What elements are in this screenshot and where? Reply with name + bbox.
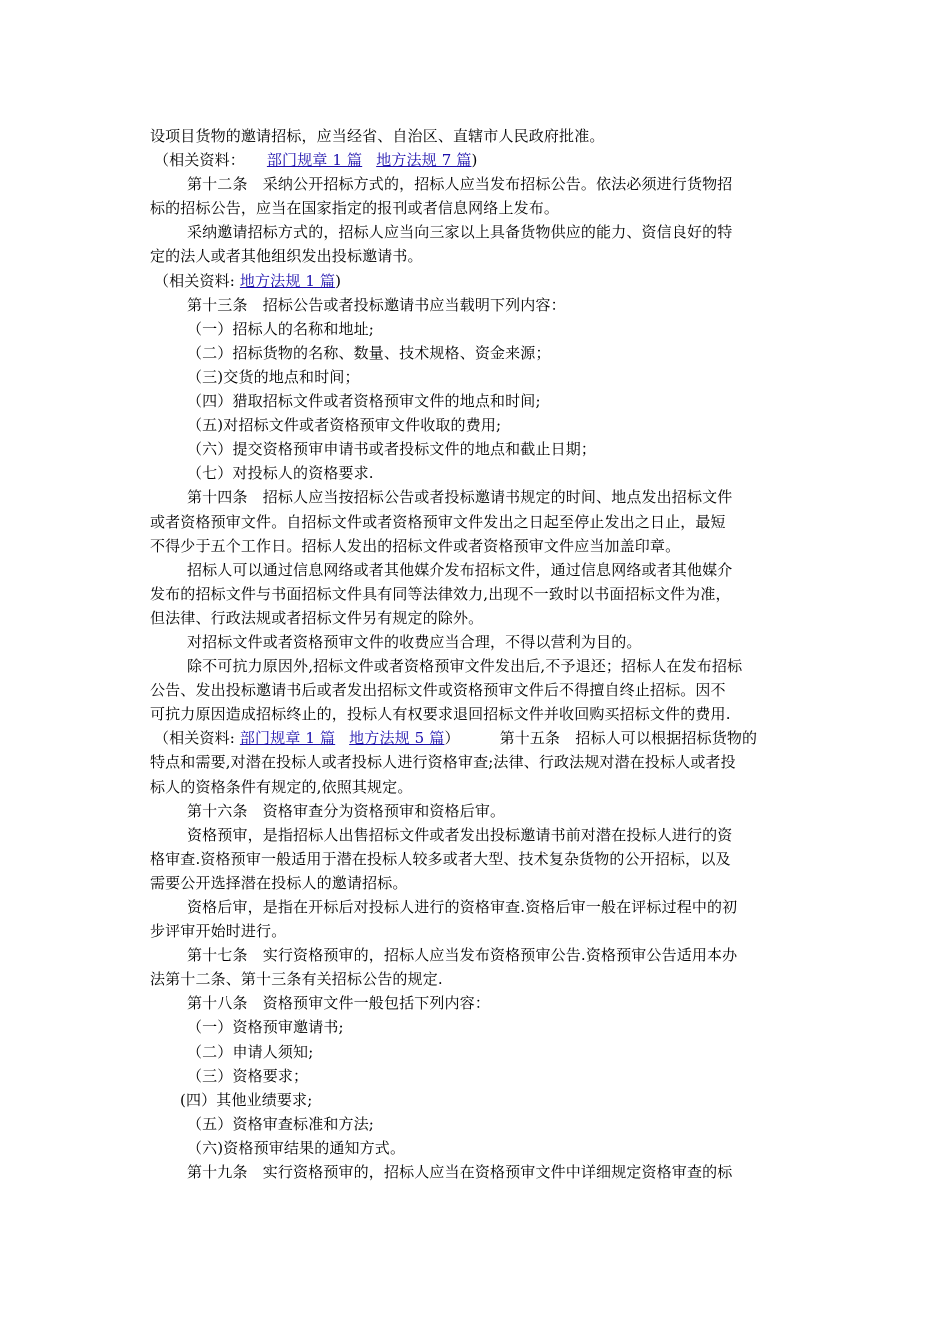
list-item: （三)交货的地点和时间； bbox=[187, 367, 360, 386]
text-line: 可抗力原因造成招标终止的，投标人有权要求退回招标文件并收回购买招标文件的费用. bbox=[150, 705, 731, 724]
list-item: （三）资格要求； bbox=[187, 1066, 309, 1085]
text-line: 格审查.资格预审一般适用于潜在投标人较多或者大型、技术复杂货物的公开招标，以及 bbox=[150, 849, 731, 868]
list-item: （六)资格预审结果的通知方式。 bbox=[187, 1138, 406, 1157]
article-14-heading: 第十四条 招标人应当按招标公告或者投标邀请书规定的时间、地点发出招标文件 bbox=[187, 488, 733, 507]
text-line: 资格后审，是指在开标后对投标人进行的资格审查.资格后审一般在评标过程中的初 bbox=[187, 898, 738, 916]
text-line: 标的招标公告，应当在国家指定的报刊或者信息网络上发布。 bbox=[150, 199, 560, 218]
related-label: （相关资料: bbox=[154, 729, 240, 748]
text-line: 公告、发出投标邀请书后或者发出招标文件或资格预审文件后不得擅自终止招标。因不 bbox=[150, 681, 726, 700]
article-19-heading: 第十九条 实行资格预审的，招标人应当在资格预审文件中详细规定资格审查的标 bbox=[187, 1163, 733, 1182]
list-item: （四）猎取招标文件或者资格预审文件的地点和时间; bbox=[187, 392, 541, 411]
text-line: 发布的招标文件与书面招标文件具有同等法律效力,出现不一致时以书面招标文件为准， bbox=[150, 584, 731, 603]
article-17-heading: 第十七条 实行资格预审的，招标人应当发布资格预审公告.资格预审公告适用本办 bbox=[187, 946, 738, 965]
list-item: （二）申请人须知; bbox=[187, 1042, 314, 1061]
list-item: （七）对投标人的资格要求. bbox=[187, 464, 374, 483]
list-item: （一）招标人的名称和地址; bbox=[187, 319, 375, 338]
related-label: （相关资料: bbox=[154, 271, 240, 290]
document-page bbox=[150, 124, 800, 1184]
text-line: 步评审开始时进行。 bbox=[150, 922, 287, 941]
related-materials-line: （相关资料: 部门规章 1 篇 地方法规 5 篇） 第十五条 招标人可以根据招标货物的 bbox=[154, 729, 758, 748]
related-materials-line: （相关资料： 部门规章 1 篇 地方法规 7 篇) bbox=[154, 151, 478, 170]
article-12-heading: 第十二条 采纳公开招标方式的，招标人应当发布招标公告。依法必须进行货物招 bbox=[187, 175, 733, 194]
text-line: 不得少于五个工作日。招标人发出的招标文件或者资格预审文件应当加盖印章。 bbox=[150, 536, 681, 555]
text-line: 或者资格预审文件。自招标文件或者资格预审文件发出之日起至停止发出之日止，最短 bbox=[150, 512, 726, 531]
related-materials-line: （相关资料: 地方法规 1 篇) bbox=[154, 271, 342, 290]
article-15-heading: 第十五条 招标人可以根据招标货物的 bbox=[499, 729, 758, 748]
link-department-rules[interactable]: 部门规章 1 篇 bbox=[266, 151, 363, 170]
link-department-rules[interactable]: 部门规章 1 篇 bbox=[239, 729, 336, 748]
text-line: 采纳邀请招标方式的，招标人应当向三家以上具备货物供应的能力、资信良好的特 bbox=[187, 223, 733, 242]
text-line: 除不可抗力原因外,招标文件或者资格预审文件发出后,不予退还；招标人在发布招标 bbox=[187, 657, 743, 676]
text-line: 法第十二条、第十三条有关招标公告的规定. bbox=[150, 970, 443, 989]
text-line: 需要公开选择潜在投标人的邀请招标。 bbox=[150, 873, 408, 892]
text-line: 资格预审，是指招标人出售招标文件或者发出投标邀请书前对潜在投标人进行的资 bbox=[187, 825, 733, 844]
article-18-heading: 第十八条 资格预审文件一般包括下列内容： bbox=[187, 994, 491, 1013]
article-13-heading: 第十三条 招标公告或者投标邀请书应当载明下列内容： bbox=[187, 295, 566, 314]
list-item: （二）招标货物的名称、数量、技术规格、资金来源； bbox=[187, 343, 551, 362]
text-line: 招标人可以通过信息网络或者其他媒介发布招标文件，通过信息网络或者其他媒介 bbox=[187, 560, 733, 579]
text-line: 定的法人或者其他组织发出投标邀请书。 bbox=[150, 247, 423, 266]
related-label: （相关资料： bbox=[154, 151, 245, 170]
list-item: （五)对招标文件或者资格预审文件收取的费用; bbox=[187, 416, 502, 435]
article-16-heading: 第十六条 资格审查分为资格预审和资格后审。 bbox=[187, 801, 506, 820]
text-line: 标人的资格条件有规定的,依照其规定。 bbox=[150, 777, 413, 796]
text-line: 但法律、行政法规或者招标文件另有规定的除外。 bbox=[150, 608, 484, 627]
text-line: 设项目货物的邀请招标，应当经省、自治区、直辖市人民政府批准。 bbox=[150, 127, 605, 145]
list-item: （一）资格预审邀请书; bbox=[187, 1018, 344, 1037]
link-local-regulations[interactable]: 地方法规 5 篇 bbox=[349, 729, 445, 748]
list-item: (四）其他业绩要求; bbox=[180, 1090, 313, 1109]
text-line: 特点和需要,对潜在投标人或者投标人进行资格审查;法律、行政法规对潜在投标人或者投 bbox=[150, 753, 736, 772]
list-item: （六）提交资格预审申请书或者投标文件的地点和截止日期； bbox=[187, 440, 597, 459]
link-local-regulations[interactable]: 地方法规 1 篇 bbox=[239, 271, 336, 290]
text-line: 对招标文件或者资格预审文件的收费应当合理，不得以营利为目的。 bbox=[187, 632, 642, 651]
link-local-regulations[interactable]: 地方法规 7 篇 bbox=[376, 151, 472, 170]
list-item: （五）资格审查标准和方法; bbox=[187, 1114, 375, 1133]
